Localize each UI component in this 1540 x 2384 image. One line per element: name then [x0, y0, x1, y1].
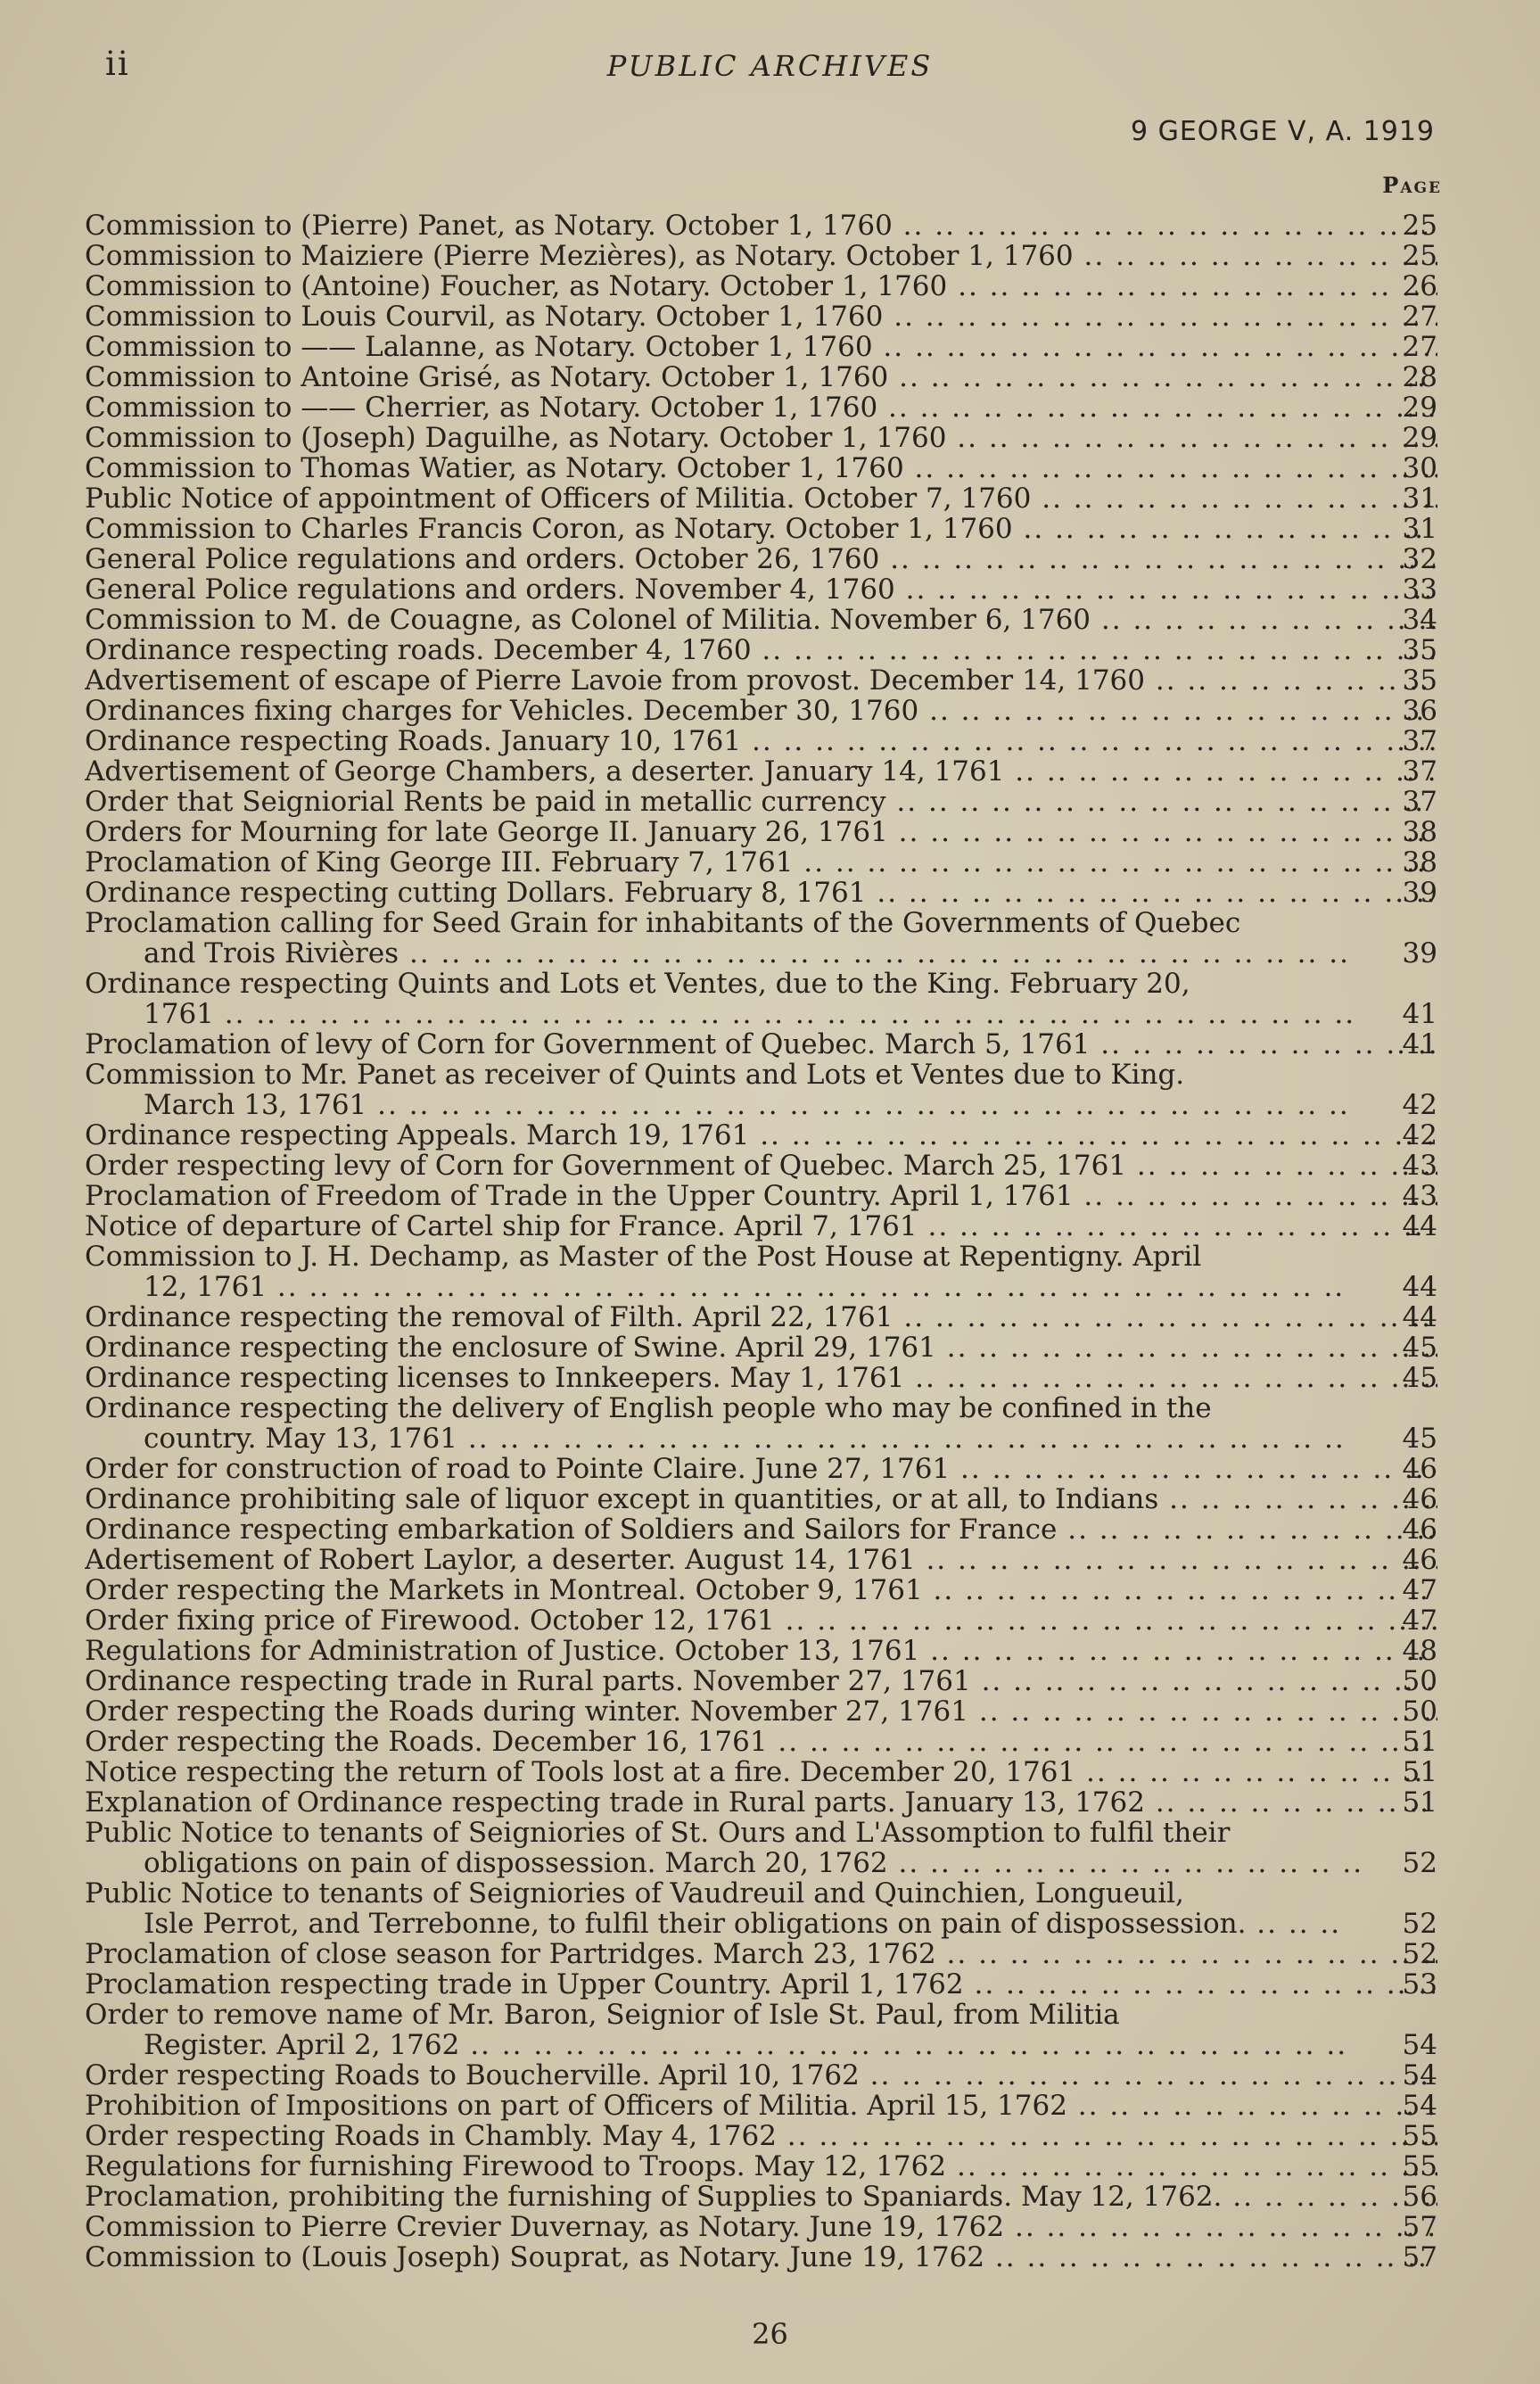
entry-title: Proclamation of King George III. February 7, 1761 .. ..: [85, 847, 1437, 878]
entry-page-number: 41: [1402, 1028, 1437, 1060]
entry-title: Notice respecting the return of Tools lost at a fire. December 20, 1761 .. ..: [85, 1757, 1437, 1787]
entry-title: General Police regulations and orders. October 26, 1760 .. ..: [85, 544, 1437, 574]
contents-entry: [85, 2000, 1437, 2060]
contents-entry: [85, 2242, 1437, 2273]
entry-title: Commission to Maiziere (Pierre Mezières), as Notary. October 1, 1760 .. ..: [85, 241, 1437, 271]
entry-title: Commission to J. H. Dechamp, as Master of the Post House at Repentigny. April 12, 1761 .. ..: [85, 1241, 1437, 1302]
entry-page-number: 52: [1402, 1908, 1437, 1940]
entry-page-number: 44: [1402, 1271, 1437, 1303]
entry-page-number: 48: [1402, 1635, 1437, 1667]
contents-entry: [85, 1757, 1437, 1787]
contents-list: [85, 210, 1437, 2273]
contents-entry: [85, 756, 1437, 787]
contents-entry: [85, 332, 1437, 362]
contents-entry: [85, 2060, 1437, 2091]
entry-page-number: 52: [1402, 1847, 1437, 1879]
entry-page-number: 26: [1402, 270, 1437, 302]
entry-title: Public Notice to tenants of Seigniories of Vaudreuil and Quinchien, Longueuil, Isle Perrot, and Terrebonne, to fulfil their obligations on pain of dispossession. .. ..: [85, 1878, 1437, 1939]
entry-title: Proclamation of close season for Partridges. March 23, 1762 .. ..: [85, 1939, 1437, 1969]
entry-title: Ordinance respecting trade in Rural parts. November 27, 1761 .. ..: [85, 1666, 1437, 1696]
entry-title: Order to remove name of Mr. Baron, Seignior of Isle St. Paul, from Militia Register. April 2, 1762 .. ..: [85, 2000, 1437, 2060]
entry-page-number: 44: [1402, 1301, 1437, 1333]
entry-page-number: 25: [1402, 240, 1437, 272]
contents-entry: [85, 969, 1437, 1029]
contents-entry: [85, 514, 1437, 544]
contents-entry: [85, 787, 1437, 817]
entry-page-number: 46: [1402, 1453, 1437, 1485]
entry-page-number: 43: [1402, 1150, 1437, 1182]
entry-title: Commission to Pierre Crevier Duvernay, as Notary. June 19, 1762 .. ..: [85, 2212, 1437, 2242]
contents-entry: [85, 241, 1437, 271]
entry-page-number: 56: [1402, 2181, 1437, 2213]
entry-title: Advertisement of George Chambers, a deserter. January 14, 1761 .. ..: [85, 756, 1437, 787]
entry-page-number: 53: [1402, 1968, 1437, 2000]
entry-page-number: 38: [1402, 816, 1437, 848]
entry-page-number: 29: [1402, 392, 1437, 424]
entry-title: Order respecting Roads in Chambly. May 4, 1762 .. ..: [85, 2121, 1437, 2151]
contents-entry: [85, 817, 1437, 847]
session-label: 9 GEORGE V, A. 1919: [1130, 116, 1435, 147]
contents-entry: [85, 301, 1437, 332]
contents-entry: [85, 1332, 1437, 1363]
entry-page-number: 57: [1402, 2211, 1437, 2243]
contents-entry: [85, 726, 1437, 756]
entry-title: Ordinance respecting Quints and Lots et Ventes, due to the King. February 20, 1761 .. ..: [85, 969, 1437, 1029]
entry-title: Commission to —— Lalanne, as Notary. October 1, 1760 .. ..: [85, 332, 1437, 362]
entry-title-continued: March 13, 1761: [144, 1089, 367, 1120]
running-title: PUBLIC ARCHIVES: [606, 49, 934, 83]
contents-entry: [85, 1484, 1437, 1514]
contents-entry: [85, 1939, 1437, 1969]
entry-page-number: 47: [1402, 1574, 1437, 1606]
contents-entry: [85, 1605, 1437, 1636]
entry-page-number: 31: [1402, 483, 1437, 515]
entry-page-number: 42: [1402, 1119, 1437, 1151]
entry-page-number: 45: [1402, 1362, 1437, 1394]
entry-title: Ordinance respecting Roads. January 10, 1761 .. ..: [85, 726, 1437, 756]
entry-title: Advertisement of escape of Pierre Lavoie from provost. December 14, 1760 .. ..: [85, 665, 1437, 696]
entry-page-number: 42: [1402, 1089, 1437, 1121]
entry-page-number: 51: [1402, 1786, 1437, 1819]
entry-title-continued: and Trois Rivières: [144, 937, 399, 969]
contents-entry: [85, 2121, 1437, 2151]
entry-page-number: 43: [1402, 1180, 1437, 1212]
contents-entry: [85, 1211, 1437, 1241]
entry-title: Proclamation, prohibiting the furnishing of Supplies to Spaniards. May 12, 1762. .. ..: [85, 2182, 1437, 2212]
entry-title: Commission to (Antoine) Foucher, as Notary. October 1, 1760 .. ..: [85, 271, 1437, 301]
entry-page-number: 52: [1402, 1938, 1437, 1970]
entry-page-number: 37: [1402, 725, 1437, 757]
entry-title: Orders for Mourning for late George II. January 26, 1761 .. ..: [85, 817, 1437, 847]
entry-page-number: 25: [1402, 210, 1437, 242]
contents-entry: [85, 210, 1437, 241]
entry-page-number: 37: [1402, 755, 1437, 788]
entry-title: Ordinance respecting Appeals. March 19, 1761 .. ..: [85, 1120, 1437, 1151]
entry-page-number: 44: [1402, 1210, 1437, 1242]
entry-title: General Police regulations and orders. November 4, 1760 .. ..: [85, 574, 1437, 605]
entry-title: Ordinance respecting licenses to Innkeepers. May 1, 1761 .. ..: [85, 1363, 1437, 1393]
contents-entry: [85, 1241, 1437, 1302]
contents-entry: [85, 1727, 1437, 1757]
entry-page-number: 54: [1402, 2029, 1437, 2061]
contents-entry: [85, 574, 1437, 605]
entry-title: Commission to Charles Francis Coron, as Notary. October 1, 1760 .. ..: [85, 514, 1437, 544]
contents-entry: [85, 1666, 1437, 1696]
contents-entry: [85, 908, 1437, 969]
contents-entry: [85, 635, 1437, 665]
folio-number: 26: [752, 2317, 788, 2351]
contents-entry: [85, 847, 1437, 878]
entry-title: Prohibition of Impositions on part of Officers of Militia. April 15, 1762 .. ..: [85, 2091, 1437, 2121]
entry-page-number: 55: [1402, 2150, 1437, 2182]
entry-title: Order that Seigniorial Rents be paid in metallic currency .. ..: [85, 787, 1437, 817]
entry-title: Order respecting levy of Corn for Government of Quebec. March 25, 1761 .. ..: [85, 1151, 1437, 1181]
entry-title: Ordinance respecting the delivery of English people who may be confined in the country. May 13, 1761 .. ..: [85, 1393, 1437, 1454]
contents-entry: [85, 1120, 1437, 1151]
contents-entry: [85, 362, 1437, 392]
contents-entry: [85, 665, 1437, 696]
entry-page-number: 51: [1402, 1756, 1437, 1788]
contents-entry: [85, 1818, 1437, 1878]
contents-entry: [85, 1878, 1437, 1939]
entry-page-number: 36: [1402, 695, 1437, 727]
entry-title: Commission to (Louis Joseph) Souprat, as Notary. June 19, 1762 .. ..: [85, 2242, 1437, 2273]
contents-entry: [85, 878, 1437, 908]
entry-page-number: 31: [1402, 513, 1437, 545]
entry-title: Proclamation calling for Seed Grain for inhabitants of the Governments of Quebec and Trois Rivières .. ..: [85, 908, 1437, 969]
entry-title: Commission to (Joseph) Daguilhe, as Notary. October 1, 1760 .. ..: [85, 423, 1437, 453]
entry-title: Order respecting the Markets in Montreal. October 9, 1761 .. ..: [85, 1575, 1437, 1605]
entry-title: Ordinances fixing charges for Vehicles. December 30, 1760 .. ..: [85, 696, 1437, 726]
entry-page-number: 39: [1402, 937, 1437, 969]
entry-title: Commission to Louis Courvil, as Notary. October 1, 1760 .. ..: [85, 301, 1437, 332]
entry-title: Proclamation respecting trade in Upper Country. April 1, 1762 .. ..: [85, 1969, 1437, 2000]
entry-page-number: 51: [1402, 1726, 1437, 1758]
contents-entry: [85, 483, 1437, 514]
entry-page-number: 32: [1402, 543, 1437, 575]
entry-title: Order respecting Roads to Boucherville. April 10, 1762 .. ..: [85, 2060, 1437, 2091]
contents-entry: [85, 544, 1437, 574]
entry-page-number: 27: [1402, 301, 1437, 333]
contents-entry: [85, 2091, 1437, 2121]
contents-entry: [85, 1696, 1437, 1727]
entry-title: Ordinance respecting the removal of Filth. April 22, 1761 .. ..: [85, 1302, 1437, 1332]
entry-page-number: 57: [1402, 2241, 1437, 2273]
entry-title: Proclamation of Freedom of Trade in the Upper Country. April 1, 1761 .. ..: [85, 1181, 1437, 1211]
entry-title: Order respecting the Roads. December 16, 1761 .. ..: [85, 1727, 1437, 1757]
page-number: ii: [105, 45, 130, 83]
entry-page-number: 41: [1402, 998, 1437, 1030]
entry-title: Adertisement of Robert Laylor, a deserter. August 14, 1761 .. ..: [85, 1545, 1437, 1575]
entry-page-number: 28: [1402, 361, 1437, 393]
entry-title: Regulations for Administration of Justice. October 13, 1761 .. ..: [85, 1636, 1437, 1666]
entry-title: Order fixing price of Firewood. October 12, 1761 .. ..: [85, 1605, 1437, 1636]
entry-page-number: 45: [1402, 1423, 1437, 1455]
entry-title: Commission to Thomas Watier, as Notary. October 1, 1760 .. ..: [85, 453, 1437, 483]
entry-title-continued: Isle Perrot, and Terrebonne, to fulfil their obligations on pain of dispossession.: [144, 1908, 1247, 1939]
contents-entry: [85, 453, 1437, 483]
entry-page-number: 55: [1402, 2120, 1437, 2152]
entry-title-continued: 1761: [144, 998, 214, 1029]
contents-entry: [85, 2182, 1437, 2212]
entry-title: Commission to Antoine Grisé, as Notary. October 1, 1760 .. ..: [85, 362, 1437, 392]
entry-title: Order respecting the Roads during winter. November 27, 1761 .. ..: [85, 1696, 1437, 1727]
entry-page-number: 33: [1402, 573, 1437, 606]
entry-title: Ordinance respecting the enclosure of Swine. April 29, 1761 .. ..: [85, 1332, 1437, 1363]
contents-entry: [85, 1151, 1437, 1181]
contents-entry: [85, 2151, 1437, 2182]
contents-entry: [85, 1060, 1437, 1120]
entry-title-continued: obligations on pain of dispossession. March 20, 1762: [144, 1847, 888, 1878]
contents-entry: [85, 1393, 1437, 1454]
entry-page-number: 34: [1402, 604, 1437, 636]
entry-title: Public Notice to tenants of Seigniories of St. Ours and L'Assomption to fulfil their obligations on pain of dispossession. March 20, 1762 .. ..: [85, 1818, 1437, 1878]
contents-entry: [85, 1969, 1437, 2000]
contents-entry: [85, 423, 1437, 453]
contents-entry: [85, 2212, 1437, 2242]
contents-entry: [85, 605, 1437, 635]
entry-page-number: 46: [1402, 1514, 1437, 1546]
entry-title: Regulations for furnishing Firewood to Troops. May 12, 1762 .. ..: [85, 2151, 1437, 2182]
entry-page-number: 35: [1402, 664, 1437, 697]
entry-title-continued: 12, 1761: [144, 1271, 268, 1302]
entry-page-number: 50: [1402, 1695, 1437, 1728]
entry-title-continued: country. May 13, 1761: [144, 1423, 457, 1454]
entry-title: Order for construction of road to Pointe Claire. June 27, 1761 .. ..: [85, 1454, 1437, 1484]
entry-page-number: 45: [1402, 1332, 1437, 1364]
contents-entry: [85, 1514, 1437, 1545]
entry-title: Ordinance respecting cutting Dollars. February 8, 1761 .. ..: [85, 878, 1437, 908]
contents-entry: [85, 1181, 1437, 1211]
entry-title: Ordinance prohibiting sale of liquor except in quantities, or at all, to Indians .. ..: [85, 1484, 1437, 1514]
entry-page-number: 47: [1402, 1604, 1437, 1637]
contents-entry: [85, 1363, 1437, 1393]
entry-page-number: 29: [1402, 422, 1437, 454]
entry-title-continued: Register. April 2, 1762: [144, 2029, 460, 2060]
entry-page-number: 27: [1402, 331, 1437, 363]
entry-title: Explanation of Ordinance respecting trade in Rural parts. January 13, 1762 .. ..: [85, 1787, 1437, 1818]
contents-entry: [85, 1302, 1437, 1332]
entry-title: Public Notice of appointment of Officers of Militia. October 7, 1760 .. ..: [85, 483, 1437, 514]
entry-title: Commission to —— Cherrier, as Notary. October 1, 1760 .. ..: [85, 392, 1437, 423]
contents-entry: [85, 1636, 1437, 1666]
entry-title: Commission to Mr. Panet as receiver of Quints and Lots et Ventes due to King. March 13, 1761 .. ..: [85, 1060, 1437, 1120]
entry-page-number: 46: [1402, 1544, 1437, 1576]
entry-title: Commission to (Pierre) Panet, as Notary. October 1, 1760 .. ..: [85, 210, 1437, 241]
entry-page-number: 30: [1402, 452, 1437, 484]
entry-title: Notice of departure of Cartel ship for France. April 7, 1761 .. ..: [85, 1211, 1437, 1241]
entry-title: Commission to M. de Couagne, as Colonel of Militia. November 6, 1760 .. ..: [85, 605, 1437, 635]
entry-page-number: 37: [1402, 786, 1437, 818]
entry-title: Ordinance respecting embarkation of Soldiers and Sailors for France .. ..: [85, 1514, 1437, 1545]
entry-page-number: 35: [1402, 634, 1437, 666]
entry-title: Proclamation of levy of Corn for Government of Quebec. March 5, 1761 .. ..: [85, 1029, 1437, 1060]
contents-entry: [85, 1029, 1437, 1060]
contents-entry: [85, 1545, 1437, 1575]
entry-page-number: 54: [1402, 2059, 1437, 2091]
entry-page-number: 39: [1402, 877, 1437, 909]
contents-entry: [85, 696, 1437, 726]
entry-page-number: 38: [1402, 846, 1437, 879]
entry-page-number: 50: [1402, 1665, 1437, 1697]
contents-entry: [85, 271, 1437, 301]
contents-entry: [85, 1575, 1437, 1605]
entry-page-number: 46: [1402, 1483, 1437, 1515]
contents-entry: [85, 1787, 1437, 1818]
contents-entry: [85, 1454, 1437, 1484]
contents-entry: [85, 392, 1437, 423]
entry-title: Ordinance respecting roads. December 4, 1760 .. ..: [85, 635, 1437, 665]
entry-page-number: 54: [1402, 2090, 1437, 2122]
page-column-label: Page: [1382, 172, 1442, 198]
